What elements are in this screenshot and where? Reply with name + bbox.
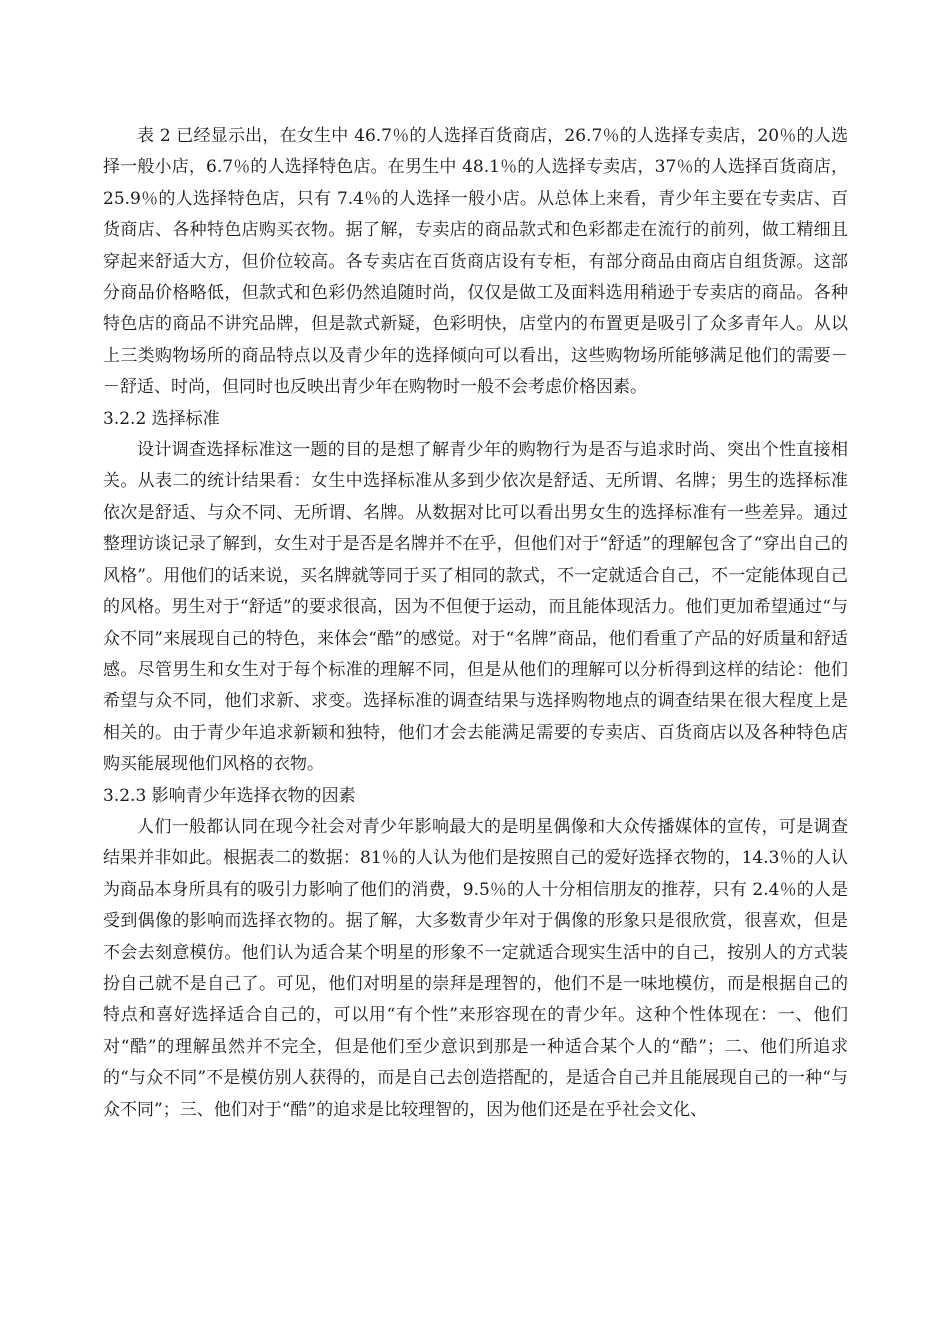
paragraph-selection-criteria: 设计调查选择标准这一题的目的是想了解青少年的购物行为是否与追求时尚、突出个性直接相关。从表二的统计结果看：女生中选择标准从多到少依次是舒适、无所谓、名牌；男生的选择标准依次是舒适、与众不同、无所谓、名牌。从数据对比可以看出男女生的选择标准有一些差异。通过整理访谈记录了解到，女生对于是否是名牌并不在乎，但他们对于“舒适”的理解包含了“穿出自己的风格”。用他们的话来说，买名牌就等同于买了相同的款式，不一定就适合自己，不一定能体现自己的风格。男生对于“舒适”的要求很高，因为不但便于运动，而且能体现活力。他们更加希望通过“与众不同”来展现自己的特色，来体会“酷”的感觉。对于“名牌”商品，他们看重了产品的好质量和舒适感。尽管男生和女生对于每个标准的理解不同，但是从他们的理解可以分析得到这样的结论：他们希望与众不同，他们求新、求变。选择标准的调查结果与选择购物地点的调查结果在很大程度上是相关的。由于青少年追求新颖和独特，他们才会去能满足需要的专卖店、百货商店以及各种特色店购买能展现他们风格的衣物。: [103, 440, 848, 775]
paragraph-influencing-factors: 人们一般都认同在现今社会对青少年影响最大的是明星偶像和大众传播媒体的宣传，可是调查结果并非如此。根据表二的数据：81％的人认为他们是按照自己的爱好选择衣物的，14.3％的人认为商品本身所具有的吸引力影响了他们的消费，9.5％的人十分相信朋友的推荐，只有 2.4％的人是受到偶像的影响而选择衣物的。据了解，大多数青少年对于偶像的形象只是很欣赏，很喜欢，但是不会去刻意模仿。他们认为适合某个明星的形象不一定就适合现实生活中的自己，按别人的方式装扮自己就不是自己了。可见，他们对明星的崇拜是理智的，他们不是一味地模仿，而是根据自己的特点和喜好选择适合自己的，可以用“有个性”来形容现在的青少年。这种个性体现在：一、他们对“酷”的理解虽然并不完全，但是他们至少意识到那是一种适合某个人的“酷”；二、他们所追求的“与众不同”不是模仿别人获得的，而是自己去创造搭配的，是适合自己并且能展现自己的一种“与众不同”；三、他们对于“酷”的追求是比较理智的，因为他们还是在乎社会文化、: [103, 816, 848, 1120]
section-heading-selection-criteria: 3.2.2 选择标准: [103, 408, 220, 429]
document-body: [103, 121, 848, 1126]
paragraph-store-choice: 表 2 已经显示出，在女生中 46.7％的人选择百货商店，26.7％的人选择专卖店，20％的人选择一般小店，6.7％的人选择特色店。在男生中 48.1％的人选择专卖店，37％的人选择百货商店，25.9％的人选择特色店，只有 7.4％的人选择一般小店。从总体上来看，青少年主要在专卖店、百货商店、各种特色店购买衣物。据了解，专卖店的商品款式和色彩都走在流行的前列，做工精细且穿起来舒适大方，但价位较高。各专卖店在百货商店设有专柜，有部分商品由商店自组货源。这部分商品价格略低，但款式和色彩仍然追随时尚，仅仅是做工及面料选用稍逊于专卖店的商品。各种特色店的商品不讲究品牌，但是款式新疑，色彩明快，店堂内的布置更是吸引了众多青年人。从以上三类购物场所的商品特点以及青少年的选择倾向可以看出，这些购物场所能够满足他们的需要－－舒适、时尚，但同时也反映出青少年在购物时一般不会考虑价格因素。: [103, 126, 848, 398]
section-heading-influencing-factors: 3.2.3 影响青少年选择衣物的因素: [103, 785, 356, 806]
